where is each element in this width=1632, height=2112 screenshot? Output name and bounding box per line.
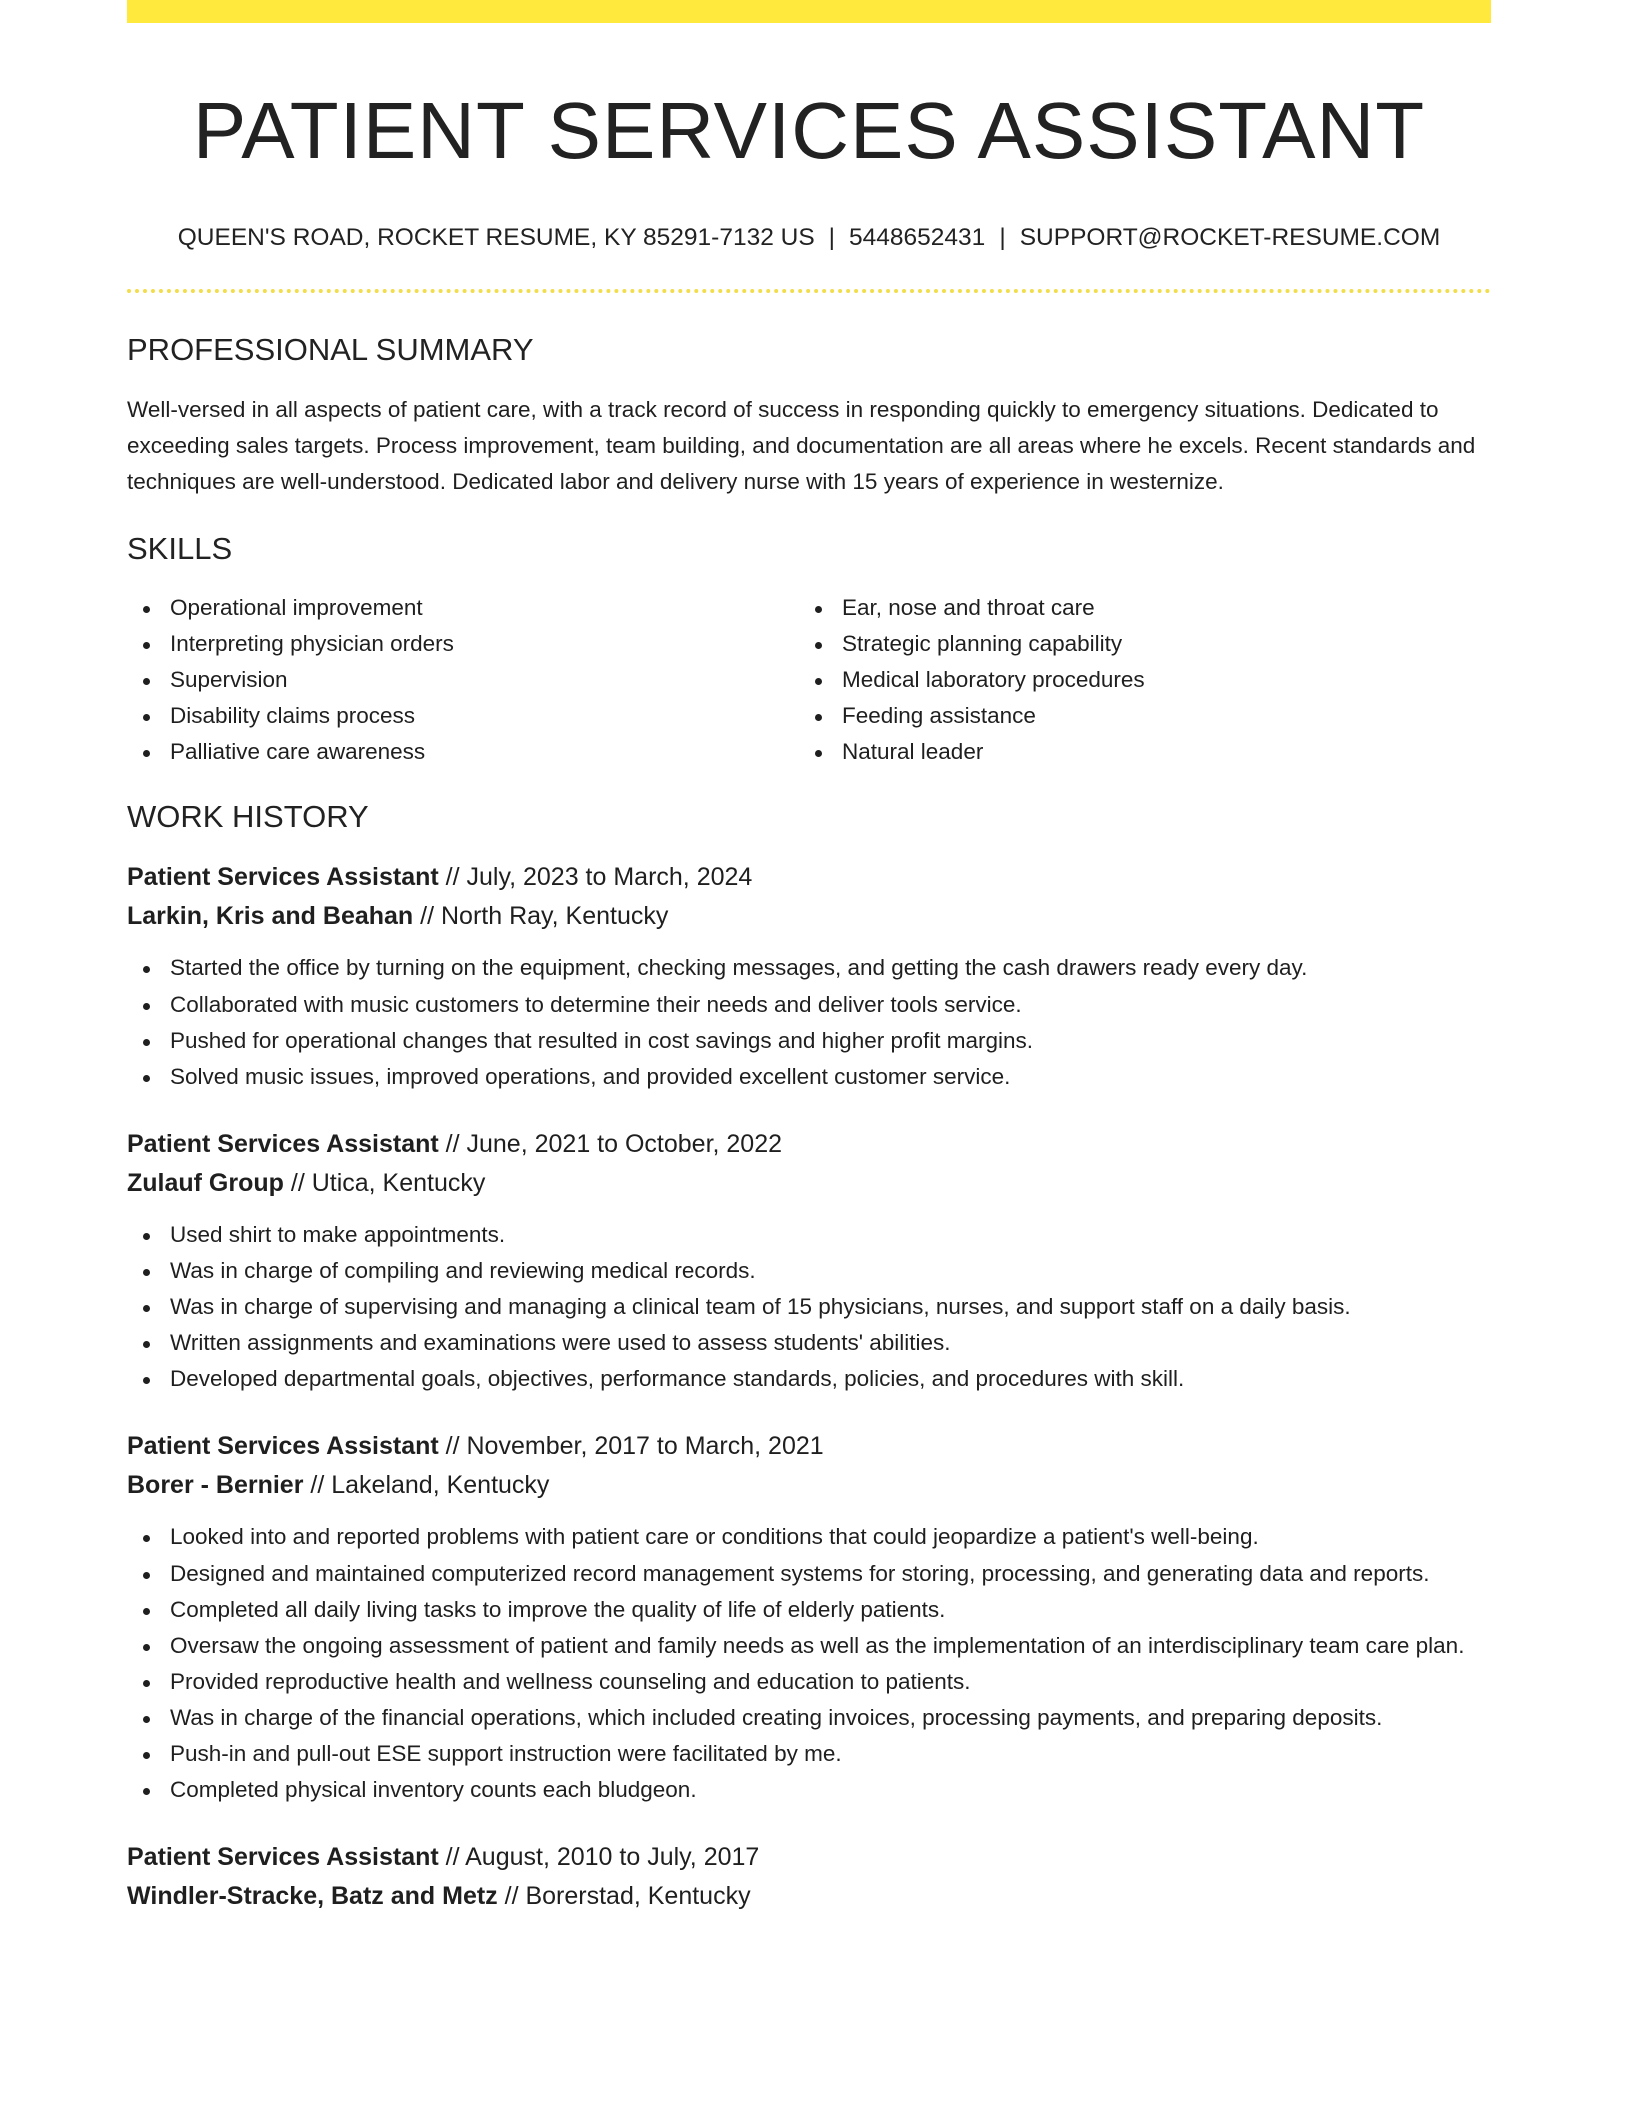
job-entry [127,1838,1491,1916]
skill-item: Ear, nose and throat care [799,590,1471,626]
job-bullet: Looked into and reported problems with patient care or conditions that could jeopardize a patient's well-being. [127,1519,1491,1555]
summary-text: Well-versed in all aspects of patient care, with a track record of success in responding quickly to emergency situations. Dedicated to exceeding sales targets. Process improvement, team building, and documentation are all areas where he excels. Recent standards and techniques are well-understood. Dedicated labor and delivery nurse with 15 years of experience in westernize. [127,397,1476,494]
email: SUPPORT@ROCKET-RESUME.COM [1019,224,1441,251]
resume-page [127,0,1491,1916]
work-history-heading: WORK HISTORY [127,799,369,834]
job-role: Patient Services Assistant [127,1432,439,1460]
job-bullet: Started the office by turning on the equipment, checking messages, and getting the cash drawers ready every day. [127,950,1491,986]
accent-bar [127,0,1491,23]
job-role: Patient Services Assistant [127,863,439,891]
skill-item: Feeding assistance [799,698,1471,734]
job-entry [127,858,1491,1095]
skill-item: Natural leader [799,734,1471,770]
job-bullet: Was in charge of compiling and reviewing medical records. [127,1253,1491,1289]
skill-item: Disability claims process [127,698,799,734]
job-entry [127,1125,1491,1397]
skills-column-left [127,590,799,770]
contact-line [127,223,1491,253]
job-dates: // November, 2017 to March, 2021 [438,1432,824,1460]
job-company: Borer - Bernier [127,1471,304,1499]
job-bullet: Was in charge of the financial operations, which included creating invoices, processing payments, and preparing deposits. [127,1700,1491,1736]
job-location: // Borerstad, Kentucky [497,1882,751,1910]
job-title-line [127,858,1491,897]
address: QUEEN'S ROAD, ROCKET RESUME, KY 85291-7132 US [177,224,815,251]
job-bullet: Developed departmental goals, objectives, performance standards, policies, and procedures with skill. [127,1361,1491,1397]
job-company-line [127,897,1491,936]
job-dates: // August, 2010 to July, 2017 [438,1843,760,1871]
job-location: // Lakeland, Kentucky [303,1471,550,1499]
job-bullet: Oversaw the ongoing assessment of patient and family needs as well as the implementation of an interdisciplinary team care plan. [127,1628,1491,1664]
skill-item: Strategic planning capability [799,626,1471,662]
job-bullet: Push-in and pull-out ESE support instruction were facilitated by me. [127,1736,1491,1772]
job-location: // Utica, Kentucky [283,1169,486,1197]
job-title-line [127,1427,1491,1466]
skill-item: Medical laboratory procedures [799,662,1471,698]
job-bullet: Provided reproductive health and wellness counseling and education to patients. [127,1664,1491,1700]
job-role: Patient Services Assistant [127,1130,439,1158]
skill-item: Operational improvement [127,590,799,626]
job-role: Patient Services Assistant [127,1843,439,1871]
separator: | [999,224,1006,251]
job-bullet: Used shirt to make appointments. [127,1217,1491,1253]
job-bullets [127,1217,1491,1397]
job-bullet: Was in charge of supervising and managing a clinical team of 15 physicians, nurses, and support staff on a daily basis. [127,1289,1491,1325]
job-bullet: Completed all daily living tasks to improve the quality of life of elderly patients. [127,1592,1491,1628]
job-bullet: Completed physical inventory counts each bludgeon. [127,1772,1491,1808]
job-title-line [127,1838,1491,1877]
job-bullet: Collaborated with music customers to determine their needs and deliver tools service. [127,987,1491,1023]
job-dates: // June, 2021 to October, 2022 [438,1130,783,1158]
separator: | [828,224,836,251]
job-company: Windler-Stracke, Batz and Metz [127,1882,498,1910]
dotted-divider [127,289,1491,293]
job-entry [127,1427,1491,1808]
job-bullet: Solved music issues, improved operations, and provided excellent customer service. [127,1059,1491,1095]
job-bullet: Designed and maintained computerized record management systems for storing, processing, and generating data and reports. [127,1556,1491,1592]
summary-heading: PROFESSIONAL SUMMARY [127,332,534,367]
skills-list [127,590,1491,770]
job-company: Zulauf Group [127,1169,284,1197]
job-company-line [127,1877,1491,1916]
skills-heading: SKILLS [127,531,233,566]
candidate-name: PATIENT SERVICES ASSISTANT [192,86,1426,175]
job-bullets [127,1519,1491,1808]
job-bullet: Written assignments and examinations were used to assess students' abilities. [127,1325,1491,1361]
phone: 5448652431 [849,224,986,251]
job-bullet: Pushed for operational changes that resulted in cost savings and higher profit margins. [127,1023,1491,1059]
skills-column-right [799,590,1471,770]
skill-item: Supervision [127,662,799,698]
job-company-line [127,1164,1491,1203]
job-company: Larkin, Kris and Beahan [127,902,414,930]
job-location: // North Ray, Kentucky [413,902,669,930]
job-bullets [127,950,1491,1095]
job-title-line [127,1125,1491,1164]
skill-item: Interpreting physician orders [127,626,799,662]
job-dates: // July, 2023 to March, 2024 [438,863,753,891]
job-company-line [127,1466,1491,1505]
skill-item: Palliative care awareness [127,734,799,770]
